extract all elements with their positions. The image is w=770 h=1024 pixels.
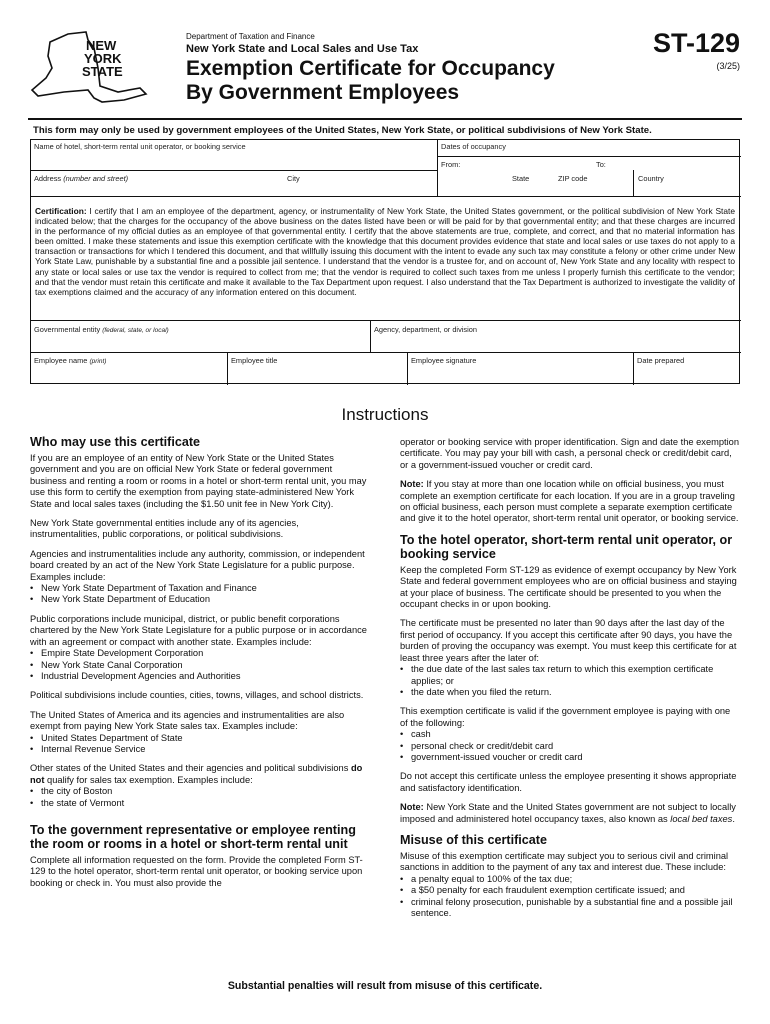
hotel-name-field[interactable]: Name of hotel, short-term rental unit operator, or booking service [34, 142, 246, 151]
logo-text-york: YORK [84, 51, 122, 66]
instructions-heading: Instructions [341, 405, 429, 424]
list-item: • New York State Canal Corporation [30, 660, 370, 671]
employee-signature-field[interactable]: Employee signature [411, 356, 477, 365]
payment-validity-paragraph: This exemption certificate is valid if the government employee is paying with one of the following: [400, 706, 731, 728]
list-item: • New York State Department of Education [30, 594, 370, 605]
revision-date: (3/25) [716, 61, 740, 71]
form-divider [31, 320, 741, 321]
agencies-list [30, 583, 370, 606]
list-item: • New York State Department of Taxation and Finance [30, 583, 370, 594]
country-field[interactable]: Country [638, 174, 664, 183]
form-divider [31, 170, 437, 171]
occupancy-from-field[interactable]: From: [441, 160, 461, 169]
usage-notice: This form may only be used by government employees of the United States, New York State, or political subdivisions of New York State. [33, 125, 652, 136]
note-emphasis: local bed taxes [670, 813, 733, 824]
instructions-left-column [30, 435, 370, 897]
retention-list [400, 664, 740, 698]
list-item: • personal check or credit/debit card [400, 741, 740, 752]
logo-text-new: NEW [86, 38, 117, 53]
misuse-heading: Misuse of this certificate [400, 832, 547, 847]
federal-examples-list [30, 733, 370, 756]
identification-requirement-paragraph: Do not accept this certificate unless the employee presenting it shows appropriate and satisfactory identification. [400, 771, 737, 793]
form-divider [633, 352, 634, 385]
form-divider [31, 196, 741, 197]
list-item: • the due date of the last sales tax return to which this exemption certificate applies; or [400, 664, 740, 687]
who-may-use-heading: Who may use this certificate [30, 435, 201, 449]
header-divider [28, 118, 742, 120]
payment-methods-list [400, 729, 740, 763]
other-states-text: Other states of the United States and their agencies and political subdivisions [30, 763, 351, 774]
ninety-days-paragraph: The certificate must be presented no later than 90 days after the last day of the first period of occupancy. If you accept this certificate after 90 days, you have the burden of proving the occupancy was exempt. You must keep this certificate for at least three years after the later of: [400, 618, 737, 663]
form-divider [227, 352, 228, 385]
certificate-form [30, 139, 740, 384]
government-representative-paragraph: Complete all information requested on the form. Provide the completed Form ST-129 to the hotel operator, short-term rental unit operator, or booking service upon booking or check in. You must also provide the [30, 854, 363, 888]
certification-statement [35, 206, 735, 297]
date-prepared-field[interactable]: Date prepared [637, 356, 685, 365]
employee-name-hint: (print) [89, 358, 107, 365]
list-item: • the state of Vermont [30, 798, 370, 809]
list-item: • government-issued voucher or credit card [400, 752, 740, 763]
who-may-use-paragraph: If you are an employee of an entity of New York State or the United States government and you are on official New York State or federal government business and renting a room or rooms in a hotel or short-term rental unit, you may use this form to certify the exemption from paying state-administered New York State and local sales taxes (including the $1.50 unit fee in New York City). [30, 453, 367, 509]
employee-title-field[interactable]: Employee title [231, 356, 278, 365]
note-text-end: . [732, 813, 735, 824]
form-divider [370, 320, 371, 352]
list-item: • the city of Boston [30, 786, 370, 797]
list-item: • the date when you filed the return. [400, 687, 740, 698]
governmental-entity-field[interactable] [34, 325, 169, 334]
title-line-1: Exemption Certificate for Occupancy [186, 57, 555, 80]
form-title [186, 57, 555, 105]
title-line-2: By Government Employees [186, 81, 460, 104]
misuse-paragraph: Misuse of this exemption certificate may subject you to serious civil and criminal sanctions in addition to the payment of any tax and interest due. These include: [400, 850, 729, 873]
form-subtitle: New York State and Local Sales and Use Tax [186, 43, 419, 55]
governmental-entities-paragraph: New York State governmental entities include any of its agencies, instrumentalities, public corporations, or political subdivisions. [30, 518, 299, 540]
gov-entity-label: Governmental entity [34, 325, 101, 334]
state-field[interactable]: State [512, 174, 530, 183]
note-label: Note: [400, 802, 424, 813]
other-states-emphasis: do not [30, 763, 363, 785]
other-states-list [30, 786, 370, 809]
public-corporations-paragraph: Public corporations include municipal, district, or public benefit corporations chartered by the New York State Legislature for a public purpose or in accordance with an agreement or compact with another state. Examples include: [30, 613, 367, 647]
list-item: • a penalty equal to 100% of the tax due; [400, 874, 740, 885]
certification-heading: Certification: [35, 206, 87, 216]
list-item: • Empire State Development Corporation [30, 648, 370, 659]
form-divider [633, 170, 634, 196]
note-text: New York State and the United States government are not subject to locally imposed and administered hotel occupancy taxes, also known as [400, 802, 736, 824]
multiple-locations-note [400, 479, 740, 525]
occupancy-to-field[interactable]: To: [596, 160, 606, 169]
identification-paragraph: operator or booking service with proper identification. Sign and date the exemption certificate. You may pay your bill with cash, a personal check or credit/debit card, or a government-issued voucher or credit card. [400, 437, 740, 470]
form-number: ST-129 [652, 28, 740, 58]
note-text: If you stay at more than one location while on official business, you must complete an exemption certificate for each location. If you are in a group traveling on official business, each person must complete a separate exemption certificate and give it to the hotel operator, short-term rental unit operator, or booking service. [400, 479, 739, 524]
form-divider [31, 352, 741, 353]
list-item: • criminal felony prosecution, punishable by a substantial fine and a possible jail sentence. [400, 897, 740, 920]
new-york-state-logo [28, 28, 163, 106]
logo-text-state: STATE [82, 64, 123, 79]
gov-entity-hint: (federal, state, or local) [102, 327, 169, 334]
address-label: Address [34, 174, 62, 183]
list-item: • a $50 penalty for each fraudulent exemption certificate issued; and [400, 885, 740, 896]
agency-field[interactable]: Agency, department, or division [374, 325, 477, 334]
dates-of-occupancy-label: Dates of occupancy [441, 142, 506, 151]
address-field[interactable] [34, 174, 128, 183]
hotel-operator-heading: To the hotel operator, short-term rental unit operator, or booking service [400, 532, 733, 561]
other-states-paragraph [30, 763, 370, 786]
employee-name-label: Employee name [34, 356, 88, 365]
keep-certificate-paragraph: Keep the completed Form ST-129 as evidence of exempt occupancy by New York State and federal government employees who are on official business and staying at your place of business. The certificate should be presented to you when the occupant checks in or upon booking. [400, 564, 737, 610]
form-divider [437, 140, 438, 196]
list-item: • Industrial Development Agencies and Authorities [30, 671, 370, 682]
instructions-right-column [400, 437, 740, 927]
employee-name-field[interactable] [34, 356, 106, 365]
form-divider [437, 156, 741, 157]
list-item: • Internal Revenue Service [30, 744, 370, 755]
other-states-text-end: qualify for sales tax exemption. Examples include: [44, 774, 253, 785]
public-corporations-list [30, 648, 370, 682]
penalties-list [400, 874, 740, 920]
note-label: Note: [400, 479, 424, 490]
certification-text: I certify that I am an employee of the department, agency, or instrumentality of New York State, the United States government, or the political subdivision of New York State indicated below; that the charges for the occupancy of the above business on the dates listed have been or will be paid for by that governmental entity; and that these charges are incurred in the performance of my official duties as an employee of that governmental entity. I certify that the above statements are true, complete, and correct, and that no material information has been omitted. I make these statements and issue this exemption certificate with the knowledge that this document provides evidence that state and local sales or use taxes do not apply to a transaction or transactions for which I tendered this document, and that willfully issuing this document with the intent to evade any such tax may constitute a felony or other crime under New York State Law, punishable by a substantial fine and a possible jail sentence. I understand that the vendor is a trustee for, and on account of, New York State and any locality with respect to any state or local sales or use tax the vendor is required to collect from me; that the vendor is required to collect such taxes from me unless I properly furnish this certificate to the vendor; and that the vendor must retain this certificate and make it available to the Tax Department upon request. I also understand that the Tax Department is authorized to investigate the validity of tax exemptions claimed and the accuracy of any information entered on this document. [35, 206, 735, 297]
local-bed-taxes-note [400, 802, 740, 825]
list-item: • United States Department of State [30, 733, 370, 744]
list-item: • cash [400, 729, 740, 740]
agencies-paragraph: Agencies and instrumentalities include any authority, commission, or independent board created by an act of the New York State Legislature for a public purpose. Examples include: [30, 548, 365, 582]
political-subdivisions-paragraph: Political subdivisions include counties, cities, towns, villages, and school districts. [30, 690, 364, 701]
zip-code-field[interactable]: ZIP code [558, 174, 588, 183]
address-hint: (number and street) [63, 174, 129, 183]
department-name: Department of Taxation and Finance [186, 32, 315, 41]
government-representative-heading: To the government representative or employee renting the room or rooms in a hotel or short-term rental unit [30, 822, 356, 851]
form-divider [407, 352, 408, 385]
penalty-footer: Substantial penalties will result from misuse of this certificate. [227, 980, 543, 992]
united-states-paragraph: The United States of America and its agencies and instrumentalities are also exempt from paying New York State sales tax. Examples include: [30, 709, 345, 732]
city-field[interactable]: City [287, 174, 300, 183]
